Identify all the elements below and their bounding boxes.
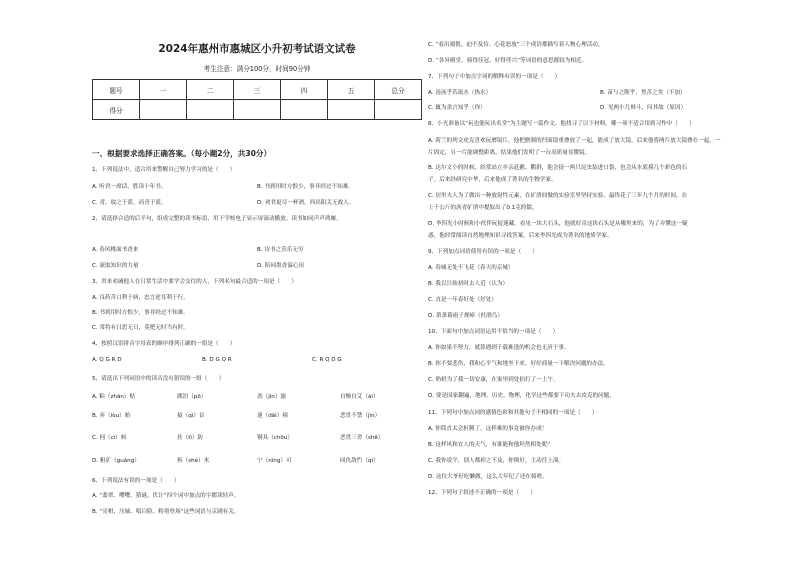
- score-input-cell[interactable]: [187, 100, 234, 120]
- option-word: 钢具（chōu）: [257, 435, 293, 441]
- option: D. 陪同墨香溢心田: [257, 263, 305, 269]
- option-word: 宁（nìng）可: [257, 458, 292, 464]
- score-cell: 题号: [93, 80, 140, 100]
- question-12: 12、下列句子叙述不正确的一项是（ ）: [428, 490, 536, 496]
- option: A. 汤汤乎若流水（热水）: [428, 90, 492, 96]
- option: B. 我以日始初时去人近（认为）: [428, 281, 509, 287]
- score-cell: 总分: [375, 80, 422, 100]
- option: C. 我你说平，别人都掉之不及，你倒好，主动往上凑。: [428, 458, 565, 464]
- option: C. 流取知识的力量: [92, 263, 139, 269]
- option: B. D G Q R: [202, 357, 232, 363]
- option-word: 接（qì）首: [177, 413, 205, 419]
- option: A. Q G R D: [92, 357, 122, 363]
- option-continued: 惑，他经常阅读自然地理知识寻找答案，后来李四光成为著名的地质学家。: [428, 233, 613, 239]
- option: C. 辄为余言知乎（你）: [428, 105, 486, 111]
- option: D. “各异殿堂、骑得佳冠、好得伴兴”等词语的意思都较为相近。: [428, 58, 588, 64]
- option: C. 常将有日思无日，莫把无时当有时。: [92, 325, 189, 331]
- question-8: 8、小光准备以“玩也能玩出名堂”为主题写一篇作文，他找寻了以下材料，哪一项不适合用到习作中（ ）: [428, 121, 695, 127]
- option: D. 劝君更尽一杯酒，西出阳关无故人。: [257, 200, 355, 206]
- score-cell: 一: [140, 80, 187, 100]
- option: A. “翡翠、嘤嘤、猜谜、伏计”四个词中加点的字都读轻声。: [92, 493, 240, 499]
- question-4: 4、按照汉语拼音字母表的顺序排列正确的一组是（ ）: [92, 341, 236, 347]
- option: C. 直是一年春好处（好处）: [428, 297, 497, 303]
- option: A. 粘（zhān）贴: [92, 394, 136, 400]
- score-cell: 五: [328, 80, 375, 100]
- option: A. 听君一席话，胜读十年书。: [92, 184, 167, 190]
- option: A. 春城无处不飞花（春天的京城）: [428, 265, 514, 271]
- option-word: 恶贯三舍（shě）: [340, 435, 384, 441]
- option-word: 恶贯不禁（jìn）: [340, 413, 381, 419]
- question-10: 10、下面句中加点词语运用不恰当的一项是（ ）: [428, 329, 559, 335]
- option: B. 达尔文小的时候，经常站立乡亲赶鹅、鹳群，他会捉一两只昆虫装进口袋，也会从水底摸几个彩色的石: [428, 165, 688, 171]
- option: B. 诗书之乐乐无穷: [257, 247, 304, 253]
- option: C. 青，取之于蓝，而青于蓝。: [92, 200, 167, 206]
- option: D. 粗犷（guǎng）: [92, 458, 140, 464]
- option-word: 劲（jìn）旅: [257, 394, 287, 400]
- score-cell: 四: [281, 80, 328, 100]
- option-word: 挂（tì）防: [177, 435, 204, 441]
- option: A. 你如果不努力，就算遇到千载难逢的机会也无济于事。: [428, 345, 570, 351]
- score-table-score-row: [93, 100, 422, 120]
- option: C. 奶奶为了我一切安康，在家里到处拍打了一上午。: [428, 377, 559, 383]
- option: D. 李四光小时候和小伙伴玩捉迷藏，看见一块大石头，他就好奇这块石头是从哪里来的，为了弄懂这一疑: [428, 221, 688, 227]
- option: D. 见两小儿辩斗，问其故（原因）: [600, 105, 687, 111]
- option-continued: 子。后来经研究中华，后来他成了著名的生物学家。: [428, 177, 557, 183]
- score-input-cell[interactable]: [234, 100, 281, 120]
- option: B. 你不要悲伤，我和心平气和地坐下来，好好商量一下解决问题的办法。: [428, 361, 609, 367]
- option: C. 居里夫人为了做出一种放射性元素，在矿渣间做的实验室里坚持实验。最终花了三年九个月的时间，在: [428, 193, 688, 199]
- option: D. 萧萧暮雨子规啼（杜鹃鸟）: [428, 313, 503, 319]
- question-6: 6、下列说法有误的一项是（ ）: [92, 478, 180, 484]
- question-5: 5、请选出下列词语中的读音没有错误的一组（ ）: [92, 376, 225, 382]
- option: B. 苗与之腥乎，焦苦之矣（不加）: [600, 90, 686, 96]
- question-9: 9、下列加点词语使用有误的一项是（ ）: [428, 249, 538, 255]
- option-word: 拆（shé）木: [177, 458, 210, 464]
- exam-notice: 考生注意：满分100分，时间90分钟: [203, 65, 311, 73]
- question-3: 3、用来劝诫他人在日常生活中要学会交往的人，下列名句最合适的一项是（ ）: [92, 279, 297, 285]
- score-cell: 得分: [93, 100, 140, 120]
- question-7: 7、下列句子中加点字词的解释有误的一项是（ ）: [428, 74, 561, 80]
- section-heading: 一、根据要求选择正确答案。（每小题2分，共30分）: [92, 149, 272, 158]
- score-cell: 三: [234, 80, 281, 100]
- score-table-header-row: [93, 80, 422, 100]
- option: D. 要是国家翻遍，地理、历史、物理，化学这些都要下功夫去攻克的问题。: [428, 393, 615, 399]
- option: B. “亮相、压轴、唱白脸、粉墨登场”这些词语与京剧有关。: [92, 509, 240, 515]
- option: C. 伺（cì）候: [92, 435, 127, 441]
- right-column: [428, 0, 768, 562]
- score-input-cell[interactable]: [281, 100, 328, 120]
- option-word: 同仇敌忾（qì）: [340, 458, 379, 464]
- score-input-cell[interactable]: [375, 100, 422, 120]
- option-word: 湖泊（pō）: [177, 394, 207, 400]
- option-word: 迷（dāi）撞: [257, 413, 288, 419]
- option: B. 书到用时方恨少，事非经过不知难。: [257, 184, 354, 190]
- option-continued: 上千公斤的沥青矿渣中提取出了0.1克的镭。: [428, 205, 538, 211]
- question-2: 2、请选择合适的后半句，组成完整的读书标语，用于学校电子显示屏滚动播放。读书如同声声鸿雁，: [92, 216, 342, 222]
- question-11: 11、下列句中加点词的感情色彩和其他句子不相同的一项是（ ）: [428, 410, 598, 416]
- option: A. 你简直太会折腾了，这样难的事竟被你办成！: [428, 426, 548, 432]
- option: B. 弃（lòu）贻: [92, 413, 131, 419]
- option: B. 这样风和宜人的天气，有谁能和他坦然相处呢？: [428, 442, 553, 448]
- score-input-cell[interactable]: [140, 100, 187, 120]
- option: A. 良药苦口利于病，忠言逆耳利于行。: [92, 295, 189, 301]
- option: A. 春风桃面书香来: [92, 247, 139, 253]
- score-table: [92, 79, 422, 120]
- option: D. 这位大爷好吃懒做，这么大年纪了还在骑啥。: [428, 474, 548, 480]
- question-1: 1、下列说法中，适合用来警醒自己努力学习的是（ ）: [92, 167, 236, 173]
- option-continued: 片固定，另一片能调整距离，结果他们发明了一台高质量显微镜。: [428, 150, 591, 156]
- score-cell: 二: [187, 80, 234, 100]
- exam-title: 2024年惠州市惠城区小升初考试语文试卷: [158, 43, 356, 55]
- option: C. “看出端倪、迫不及待、心花怒放”三个成语都描写着人物心理活动。: [428, 42, 604, 48]
- option: C. R Q D G: [312, 357, 342, 363]
- left-column: [92, 0, 422, 562]
- option: B. 书到用时方恨少，事非经过不知难。: [92, 310, 189, 316]
- option-word: 自惭自艾（ài）: [340, 394, 379, 400]
- option: A. 荷兰的列文虎克喜欢玩磨镜片，他把磨制的凹面镜重叠放了一起，能成了放大镜，后来他将两片放大镜叠在一起，一: [428, 138, 721, 144]
- score-input-cell[interactable]: [328, 100, 375, 120]
